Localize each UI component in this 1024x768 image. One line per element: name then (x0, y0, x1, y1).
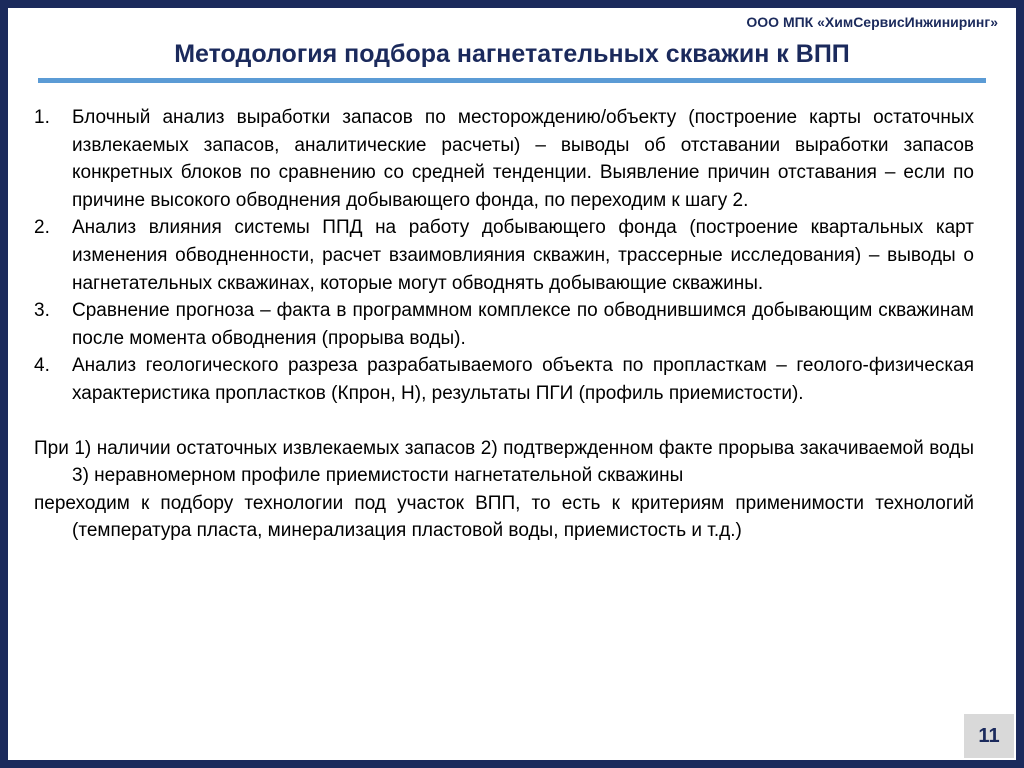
list-item (34, 297, 974, 352)
list-item-number: 2. (34, 217, 50, 239)
list-item-text: Анализ геологического разреза разрабатываемого объекта по пропласткам – геолого-физическая характеристика пропластков (Кпрон, Н), результаты ПГИ (профиль приемистости). (72, 355, 974, 404)
spacer (34, 408, 974, 435)
list-item-text: Анализ влияния системы ППД на работу добывающего фонда (построение квартальных карт изменения обводненности, расчет взаимовлияния скважин, трассерные исследования) – выводы о нагнетательных скважинах, которые могут обводнять добывающие скважины. (72, 217, 974, 294)
list-item-number: 3. (34, 300, 50, 322)
list-item-number: 1. (34, 107, 50, 128)
conclusion-paragraph: переходим к подбору технологии под участок ВПП, то есть к критериям применимости технологий (температура пласта, минерализация пластовой воды, приемистость и т.д.) (34, 492, 974, 542)
list-item-text: Сравнение прогноза – факта в программном комплексе по обводнившимся добывающим скважинам после момента обводнения (прорыва воды). (72, 300, 974, 349)
list-item (34, 352, 974, 407)
list-item-text: Блочный анализ выработки запасов по месторождению/объекту (построение карты остаточных извлекаемых запасов, аналитические расчеты) – выводы об отставании выработки запасов конкретных блоков по сравнению со средней тенденции. Выявление причин отставания – если по причине высокого обводнения добывающего фонда, по переходим к шагу 2. (72, 107, 974, 211)
page-number: 11 (964, 714, 1014, 758)
conditions-paragraph: При 1) наличии остаточных извлекаемых запасов 2) подтвержденном факте прорыва закачиваемой воды 3) неравномерном профиле приемистости нагнетательной скважины (34, 437, 974, 487)
list-item (34, 214, 974, 297)
company-name: ООО МПК «ХимСервисИнжиниринг» (746, 14, 998, 30)
slide-title: Методология подбора нагнетательных скважин к ВПП (174, 40, 850, 68)
list-item-number: 4. (34, 355, 50, 377)
list-item (34, 104, 974, 214)
slide-body (34, 104, 974, 545)
title-underline (38, 78, 986, 83)
steps-list (34, 104, 974, 408)
